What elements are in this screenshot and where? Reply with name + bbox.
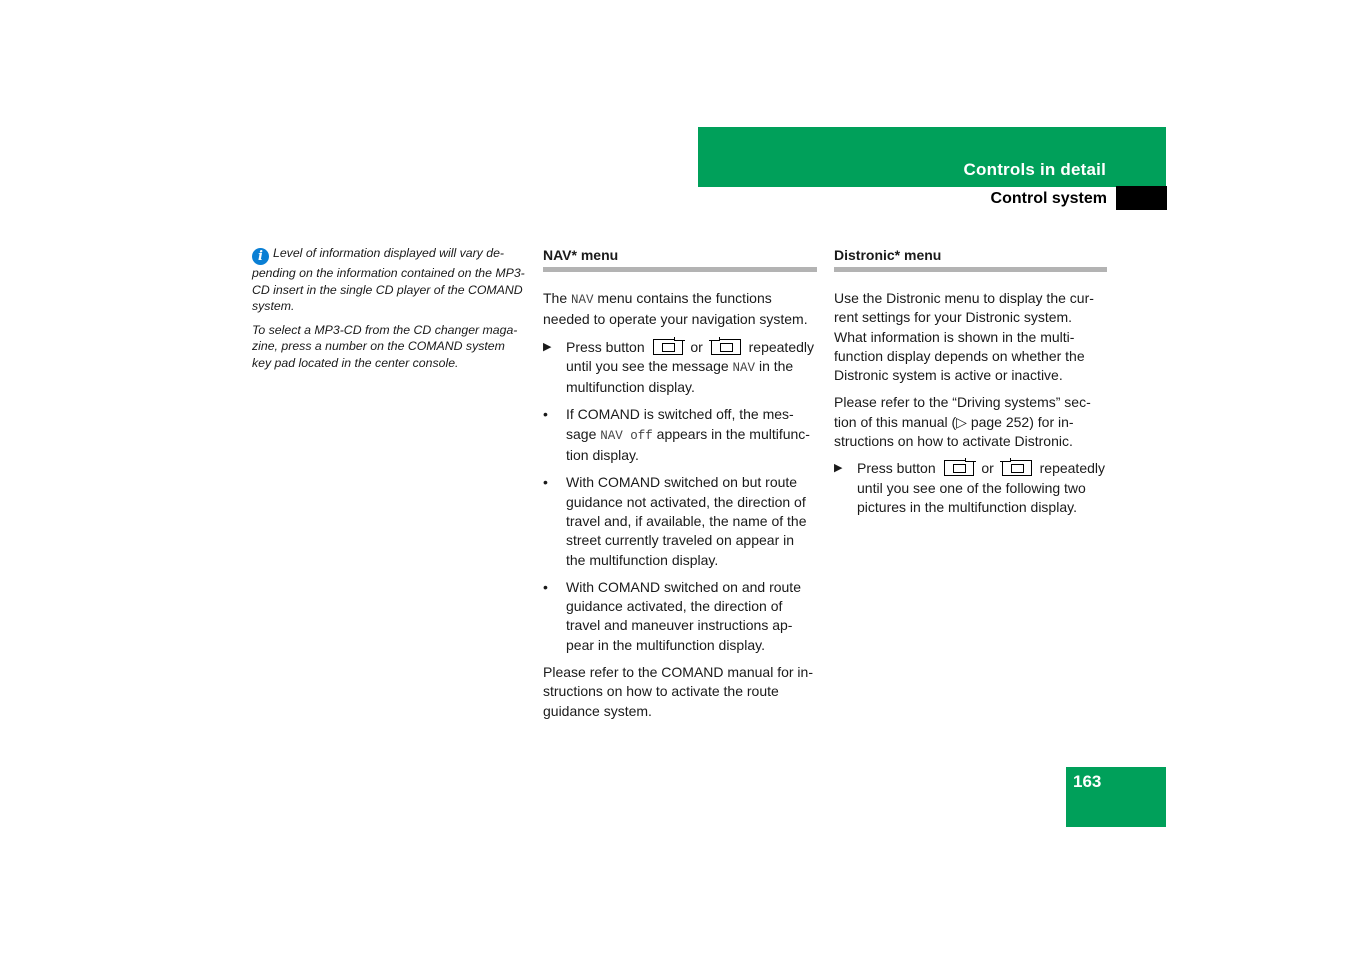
nav-bullet-1: • If COMAND is switched off, the mes-sage NAV off appears in the multifunc-tion display. — [543, 406, 810, 464]
nav-menu-section — [543, 245, 817, 729]
nav-outro: Please refer to the COMAND manual for in-structions on how to activate the route guidance system. — [543, 664, 813, 719]
display-next-button-icon — [653, 339, 683, 355]
header-band — [698, 127, 1166, 187]
bullet-icon: • — [543, 474, 548, 491]
triangle-bullet-icon: ▶ — [834, 462, 843, 475]
nav-heading: NAV* menu — [543, 247, 817, 272]
display-prev-button-icon — [711, 339, 741, 355]
distronic-heading: Distronic* menu — [834, 247, 1107, 272]
triangle-bullet-icon: ▶ — [543, 340, 552, 353]
page-number: 163 — [1073, 772, 1102, 791]
display-prev-button-icon — [1002, 460, 1032, 476]
subsection-title: Control system — [990, 190, 1107, 207]
info-note — [252, 245, 527, 379]
page-number-box — [1066, 767, 1166, 827]
bullet-icon: • — [543, 406, 548, 423]
distronic-paragraph-1: Use the Distronic menu to display the cur-rent settings for your Distronic system. What information is shown in the multi-function display depends on whether the Distronic system is active or inactive. — [834, 290, 1094, 384]
nav-intro: The NAV menu contains the functions needed to operate your navigation system. — [543, 290, 808, 328]
distronic-paragraph-2: Please refer to the “Driving systems” sec-tion of this manual (▷ page 252) for in-structions on how to activate Distronic. — [834, 394, 1091, 450]
note-paragraph-2: To select a MP3-CD from the CD changer maga-zine, press a number on the COMAND system key pad located in the center console. — [252, 322, 518, 370]
nav-step: ▶ Press button or repeatedly until you see the message NAV in the multifunction display. — [543, 338, 815, 396]
bullet-icon: • — [543, 578, 548, 595]
nav-bullet-2: • With COMAND switched on but route guidance not activated, the direction of travel and, if available, the name of the street currently traveled on appear in the multifunction display. — [543, 474, 807, 568]
header-marker — [1116, 186, 1167, 210]
nav-bullet-3: • With COMAND switched on and route guidance activated, the direction of travel and maneuver instructions ap-pear in the multifunction display. — [543, 578, 801, 653]
distronic-menu-section — [834, 245, 1107, 525]
section-title: Controls in detail — [963, 160, 1106, 179]
note-paragraph-1: i Level of information displayed will vary de-pending on the information contained on the MP3-CD insert in the single CD player of the COMAND system. — [252, 246, 525, 314]
info-icon: i — [252, 248, 269, 265]
display-next-button-icon — [944, 460, 974, 476]
distronic-step: ▶ Press button or repeatedly until you see one of the following two pictures in the multifunction display. — [834, 460, 1106, 515]
